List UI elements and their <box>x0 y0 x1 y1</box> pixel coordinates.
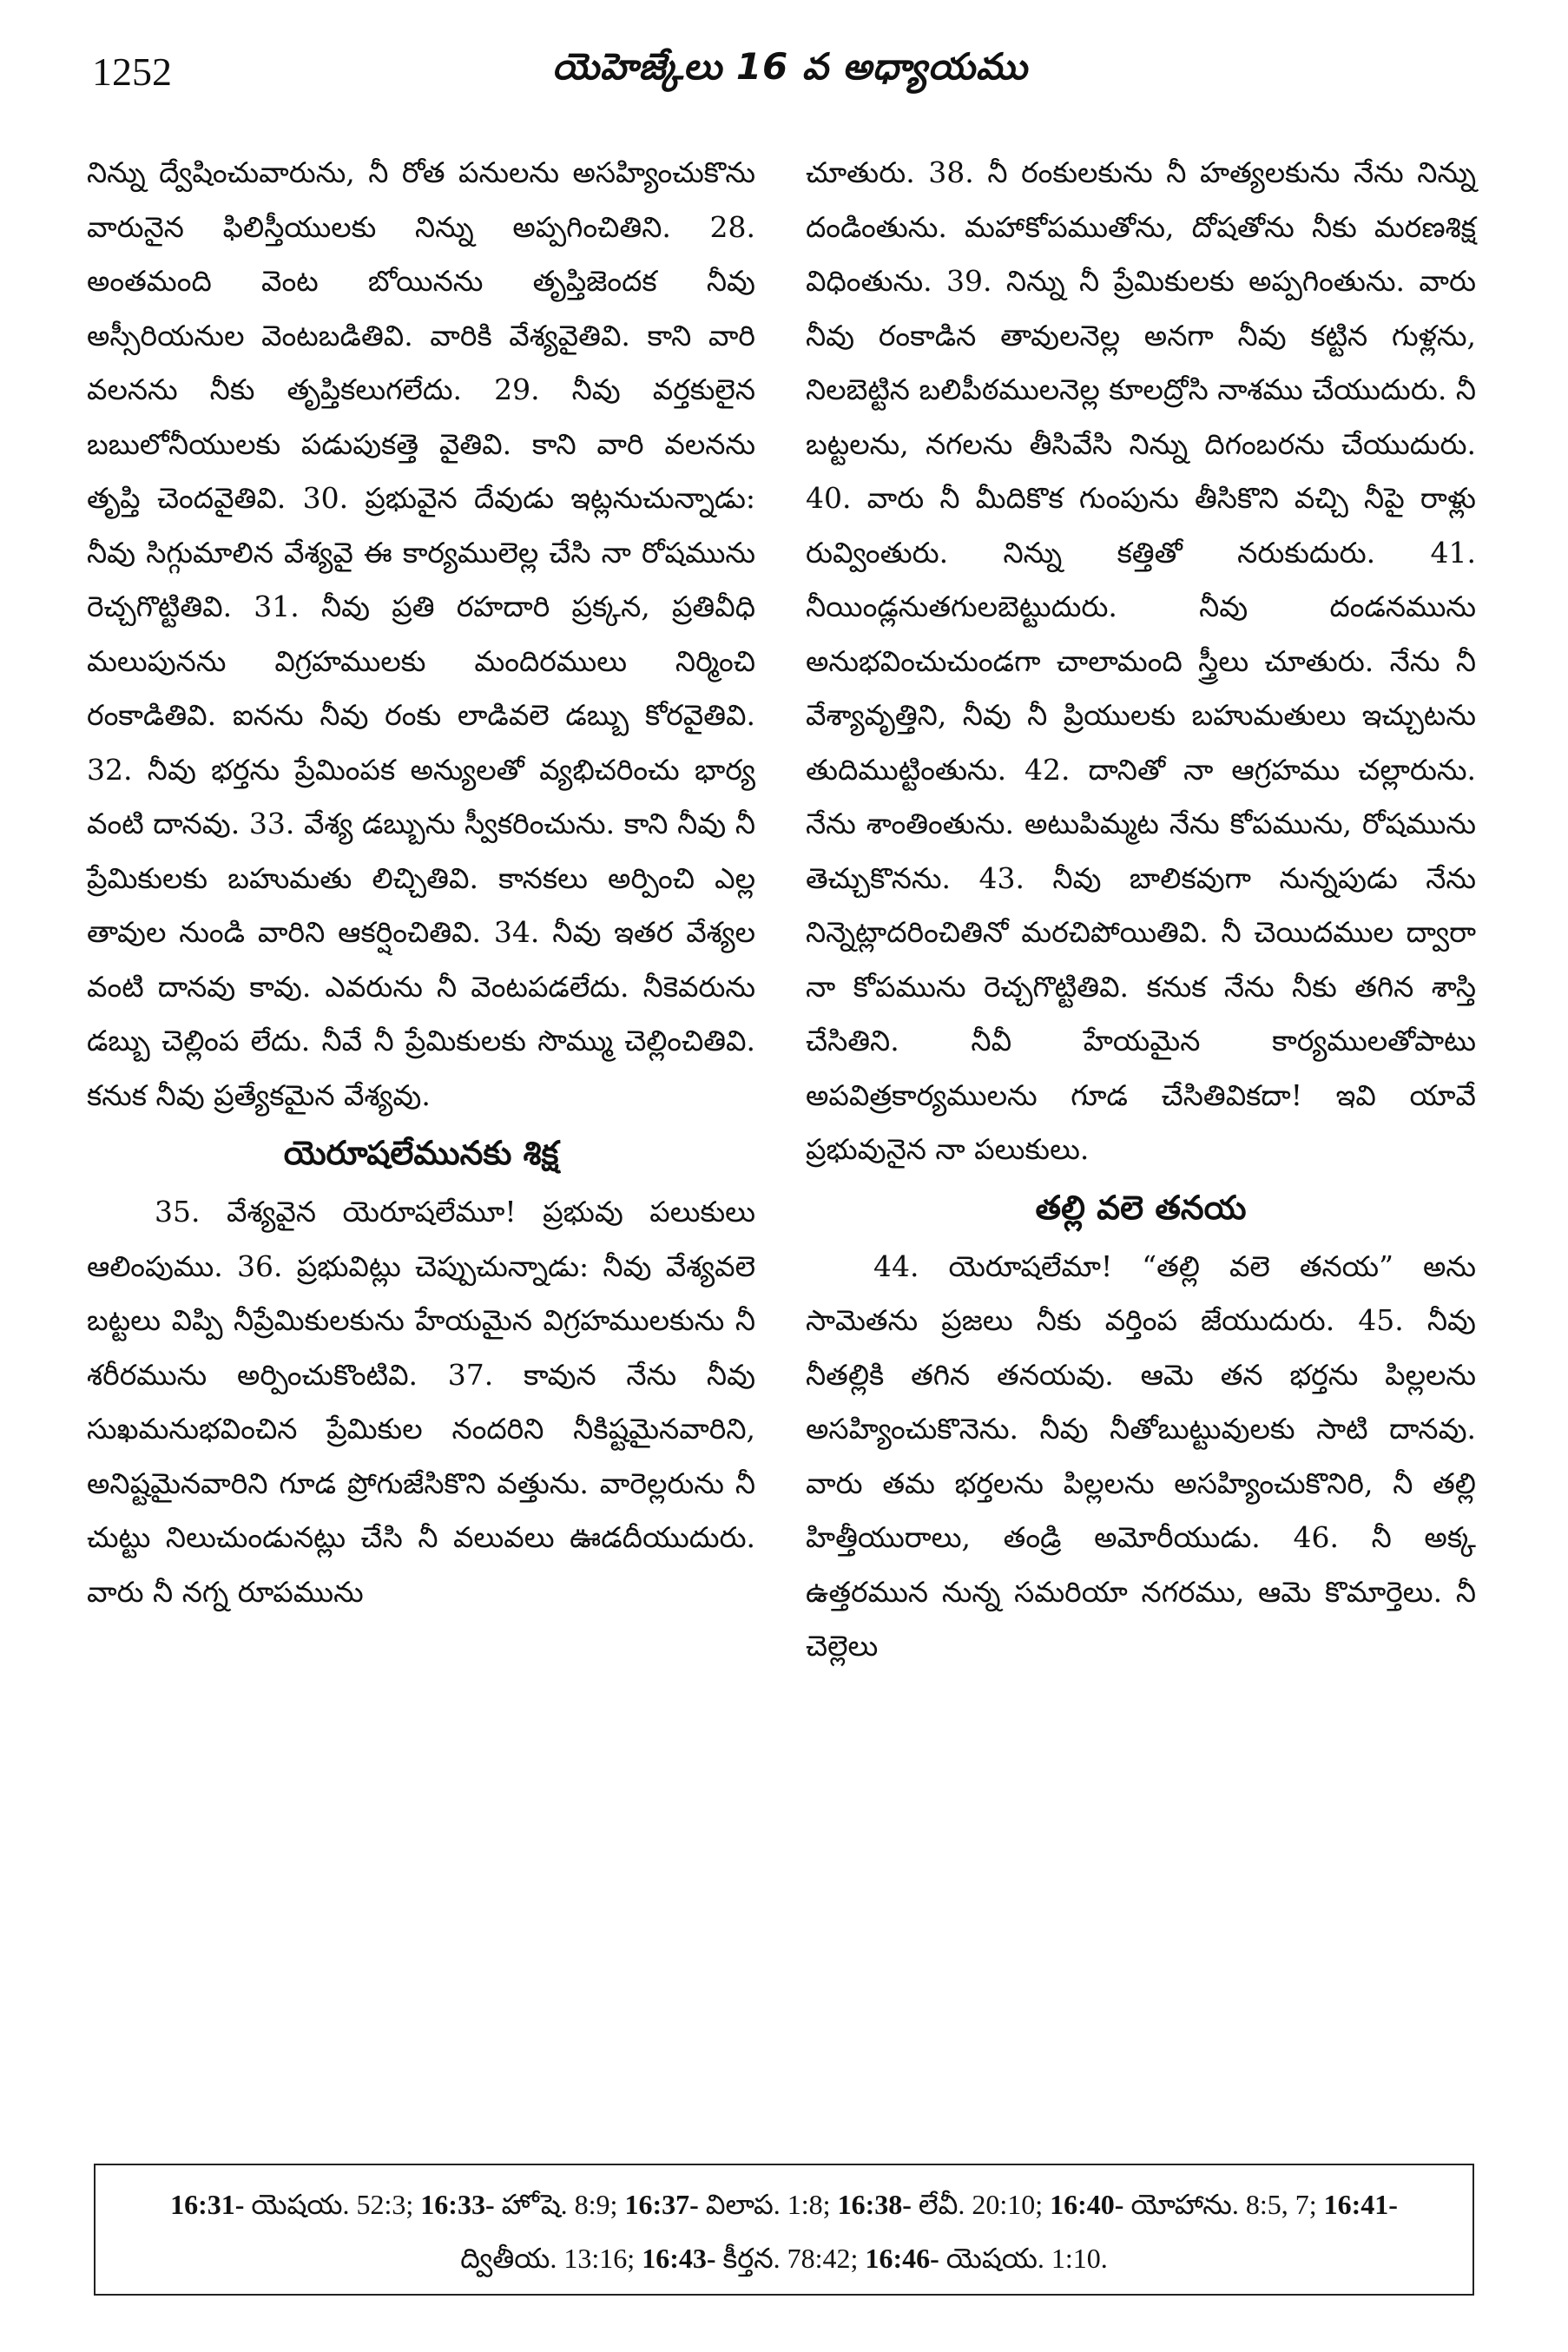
section-heading-mother-daughter: తల్లి వలె తనయ <box>1035 1188 1247 1227</box>
footnote-ref: 16:40- <box>1050 2189 1124 2220</box>
left-paragraph-2: 35. వేశ్యవైన యెరూషలేమూ! ప్రభువు పలుకులు ఆలింపుము. 36. ప్రభువిట్లు చెప్పుచున్నాడు: నీవు వేశ్యవలె బట్టలు విప్పి నీప్రేమికులకును హేయమైన విగ్రహములకును నీ శరీరమును అర్పించుకొంటివి. 37. కావున నేను నీవు సుఖమనుభవించిన ప్రేమికుల నందరిని నీకిష్టమైనవారిని, అనిష్టమైనవారిని గూడ ప్రోగుజేసికొని వత్తును. వారెల్లరును నీ చుట్టు నిలుచుండునట్లు చేసి నీ వలువలు ఊడదీయుదురు. వారు నీ నగ్న రూపమును <box>87 1195 755 1609</box>
left-paragraph-1: నిన్ను ద్వేషించువారును, నీ రోత పనులను అసహ్యించుకొను వారునైన ఫిలిస్తీయులకు నిన్ను అప్పగించితిని. 28. అంతమంది వెంట బోయినను తృప్తిజెందక నీవు అస్సీరియనుల వెంటబడితివి. వారికి వేశ్యవైతివి. కాని వారి వలనను నీకు తృప్తికలుగలేదు. 29. నీవు వర్తకులైన బబులోనీయులకు పడుపుకత్తె వైతివి. కాని వారి వలనను తృప్తి చెందవైతివి. 30. ప్రభువైన దేవుడు ఇట్లనుచున్నాడు: నీవు సిగ్గుమాలిన వేశ్యవై ఈ కార్యములెల్ల చేసి నా రోషమును రెచ్చగొట్టితివి. 31. నీవు ప్రతి రహదారి ప్రక్కన, ప్రతివీధి మలుపునను విగ్రహములకు మందిరములు నిర్మించి రంకాడితివి. ఐనను నీవు రంకు లాడివలె డబ్బు కోరవైతివి. 32. నీవు భర్తను ప్రేమింపక అన్యులతో వ్యభిచరించు భార్య వంటి దానవు. 33. వేశ్య డబ్బును స్వీకరించును. కాని నీవు నీ ప్రేమికులకు బహుమతు లిచ్చితివి. కానకలు అర్పించి ఎల్ల తావుల నుండి వారిని ఆకర్షించితివి. 34. నీవు ఇతర వేశ్యల వంటి దానవు కావు. ఎవరును నీ వెంటపడలేదు. నీకెవరును డబ్బు చెల్లింప లేదు. నీవే నీ ప్రేమికులకు సొమ్ము చెల్లించితివి. కనుక నీవు ప్రత్యేకమైన వేశ్యవు. <box>87 155 755 1112</box>
page-header <box>87 45 1493 106</box>
footnote-ref: 16:37- <box>624 2189 699 2220</box>
cross-reference-box <box>94 2164 1474 2296</box>
footnote-ref: 16:41- <box>1323 2189 1398 2220</box>
right-column <box>806 146 1476 1674</box>
footnote-text: యెషయ. 52:3; <box>244 2189 421 2220</box>
footnote-text: ద్వితీయ. 13:16; <box>460 2243 642 2274</box>
cross-reference-line-1 <box>122 2177 1446 2285</box>
footnote-text: విలాప. 1:8; <box>698 2189 838 2220</box>
footnote-text: హోషె. 8:9; <box>494 2189 625 2220</box>
footnote-text: యెషయ. 1:10. <box>939 2243 1108 2274</box>
footnote-ref: 16:46- <box>865 2243 939 2274</box>
page-number: 1252 <box>92 49 172 94</box>
running-head: యెహెజ్కేలు 16 వ అధ్యాయము <box>552 45 1028 88</box>
footnote-text: కీర్తన. 78:42; <box>715 2243 866 2274</box>
footnote-ref: 16:38- <box>837 2189 912 2220</box>
right-paragraph-1: చూతురు. 38. నీ రంకులకును నీ హత్యలకును నేను నిన్ను దండింతును. మహాకోపముతోను, దోషతోను నీకు మరణశిక్ష విధింతును. 39. నిన్ను నీ ప్రేమికులకు అప్పగింతును. వారు నీవు రంకాడిన తావులనెల్ల అనగా నీవు కట్టిన గుళ్లను, నిలబెట్టిన బలిపీఠములనెల్ల కూలద్రోసి నాశము చేయుదురు. నీ బట్టలను, నగలను తీసివేసి నిన్ను దిగంబరను చేయుదురు. 40. వారు నీ మీదికొక గుంపును తీసికొని వచ్చి నీపై రాళ్లు రువ్వింతురు. నిన్ను కత్తితో నరుకుదురు. 41. నీయిండ్లనుతగులబెట్టుదురు. నీవు దండనమును అనుభవించుచుండగా చాలామంది స్త్రీలు చూతురు. నేను నీ వేశ్యావృత్తిని, నీవు నీ ప్రియులకు బహుమతులు ఇచ్చుటను తుదిముట్టింతును. 42. దానితో నా ఆగ్రహము చల్లారును. నేను శాంతింతును. అటుపిమ్మట నేను కోపమును, రోషమును తెచ్చుకొనను. 43. నీవు బాలికవుగా నున్నపుడు నేను నిన్నెట్లాదరించితినో మరచిపోయితివి. నీ చెయిదముల ద్వారా నా కోపమును రెచ్చగొట్టితివి. కనుక నేను నీకు తగిన శాస్తి చేసితిని. నీవీ హేయమైన కార్యములతోపాటు అపవిత్రకార్యములను గూడ చేసితివికదా! ఇవి యావే ప్రభువునైన నా పలుకులు. <box>806 155 1476 1166</box>
section-heading-punishment: యెరూషలేమునకు శిక్ష <box>283 1134 559 1172</box>
footnote-ref: 16:43- <box>642 2243 716 2274</box>
footnote-ref: 16:33- <box>420 2189 495 2220</box>
left-column <box>87 146 755 1619</box>
right-paragraph-2: 44. యెరూషలేమా! “తల్లి వలె తనయ” అను సామెతను ప్రజలు నీకు వర్తింప జేయుదురు. 45. నీవు నీతల్లికి తగిన తనయవు. ఆమె తన భర్తను పిల్లలను అసహ్యించుకొనెను. నీవు నీతోబుట్టువులకు సాటి దానవు. వారు తమ భర్తలను పిల్లలను అసహ్యించుకొనిరి, నీ తల్లి హిత్తీయురాలు, తండ్రి అమోరీయుడు. 46. నీ అక్క ఉత్తరమున నున్న సమరియా నగరము, ఆమె కొమార్తెలు. నీ చెల్లెలు <box>806 1248 1476 1663</box>
footnote-text: యోహాను. 8:5, 7; <box>1123 2189 1324 2220</box>
footnote-text: లేవీ. 20:10; <box>911 2189 1051 2220</box>
footnote-ref: 16:31- <box>170 2189 245 2220</box>
